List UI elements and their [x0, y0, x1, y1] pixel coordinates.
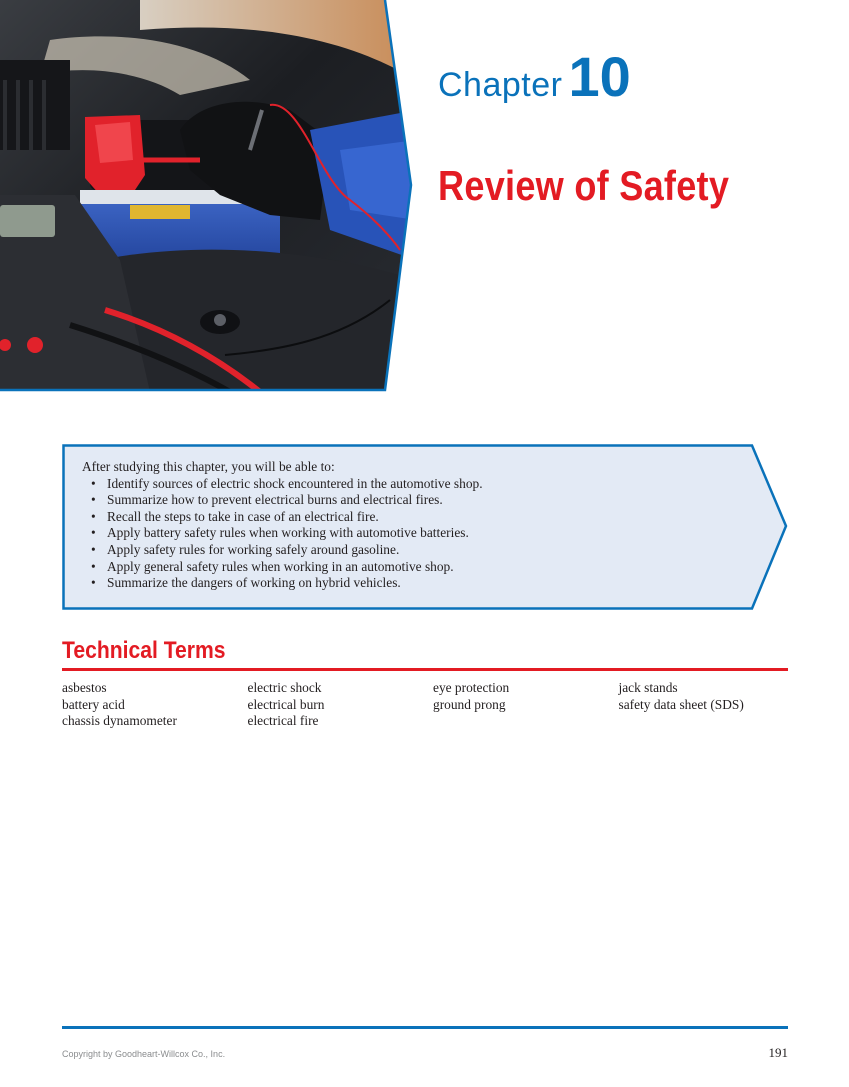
chapter-number: 10 — [568, 45, 631, 108]
chapter-label: Chapter — [438, 66, 563, 104]
page-number: 191 — [768, 1045, 788, 1060]
term-item: battery acid — [62, 696, 125, 712]
term-item: electrical fire — [247, 713, 319, 729]
terms-column-4 — [619, 680, 789, 730]
objective-item: • Apply battery safety rules when working with automotive batteries. — [90, 525, 483, 542]
objective-item: • Recall the steps to take in case of an electrical fire. — [90, 509, 483, 526]
objective-item: • Apply safety rules for working safely around gasoline. — [90, 542, 483, 559]
objectives-intro: After studying this chapter, you will be able to: — [82, 459, 335, 474]
term-item: electric shock — [247, 680, 322, 695]
technical-terms-heading: Technical Terms — [62, 637, 226, 664]
copyright-notice: Copyright by Goodheart-Willcox Co., Inc. — [62, 1049, 226, 1059]
terms-column-3 — [433, 680, 619, 730]
objective-item: • Summarize the dangers of working on hybrid vehicles. — [90, 575, 483, 592]
term-item: jack stands — [618, 680, 678, 695]
technical-terms-divider — [62, 668, 788, 671]
terms-column-1 — [62, 680, 248, 730]
chapter-heading — [438, 44, 631, 109]
objective-item: • Summarize how to prevent electrical burns and electrical fires. — [90, 492, 483, 509]
term-item: ground prong — [433, 696, 506, 712]
learning-objectives-box — [62, 444, 790, 610]
objective-item: • Identify sources of electric shock encountered in the automotive shop. — [90, 476, 483, 493]
term-item: safety data sheet (SDS) — [618, 696, 744, 712]
footer-divider — [62, 1026, 788, 1029]
chapter-opener-photo — [0, 0, 416, 392]
term-item: electrical burn — [247, 696, 325, 712]
objective-item: • Apply general safety rules when working in an automotive shop. — [90, 559, 483, 576]
technical-terms-list — [62, 680, 788, 730]
terms-column-2 — [248, 680, 434, 730]
objectives-list — [82, 476, 483, 592]
chapter-title: Review of Safety — [438, 162, 730, 209]
term-item: eye protection — [433, 680, 510, 695]
term-item: chassis dynamometer — [62, 713, 177, 729]
term-item: asbestos — [62, 680, 107, 695]
